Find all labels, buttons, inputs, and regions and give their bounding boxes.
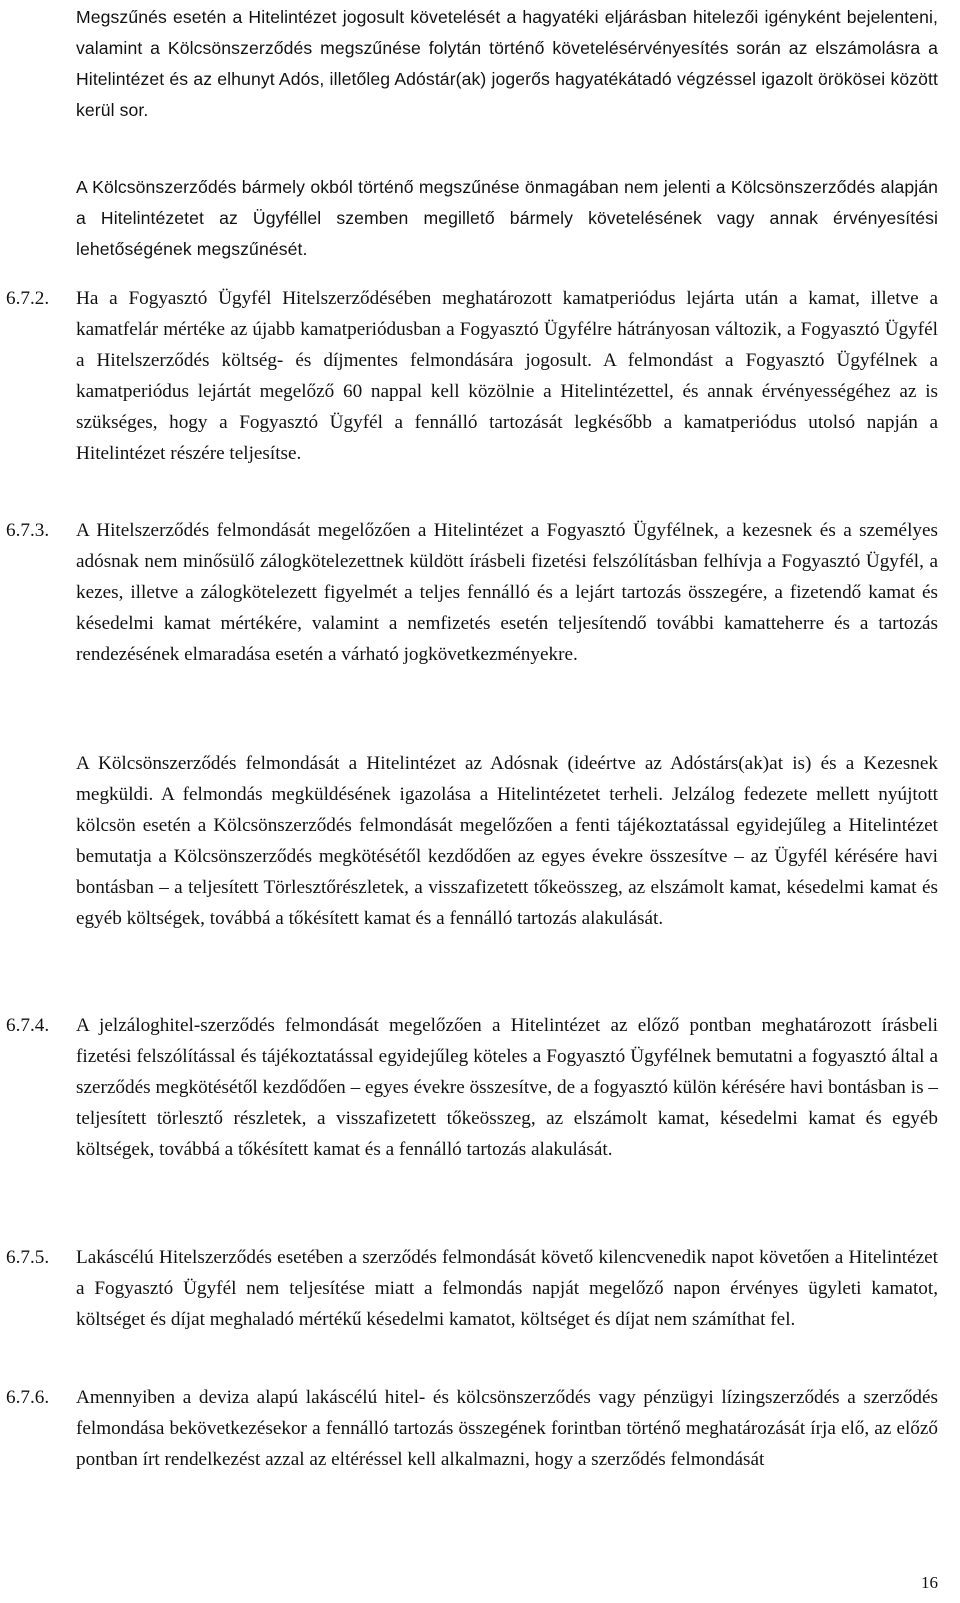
section-number-6-7-5: 6.7.5. (6, 1247, 50, 1268)
section-number-6-7-6: 6.7.6. (6, 1387, 50, 1408)
section-6-7-3-paragraph-1: A Hitelszerződés felmondását megelőzően a Hitelintézet a Fogyasztó Ügyfélnek, a kezesnek és a személyes adósnak nem minősülő zálogkötelezettnek küldött írásbeli fizetési felszólításban felhívja a Fogyasztó Ügyfél, a kezes, illetve a zálogkötelezett figyelmét a teljes fennálló és a lejárt tartozás összegére, a fizetendő kamat és késedelmi kamat mértékére, valamint a nemfizetés esetén teljesítendő további kamatteherre és a tartozás rendezésének elmaradása esetén a várható jogkövetkezményekre. (76, 520, 938, 665)
section-number-6-7-4: 6.7.4. (6, 1015, 50, 1036)
section-number-6-7-2: 6.7.2. (6, 288, 50, 309)
intro-paragraph-2: A Kölcsönszerződés bármely okból történő megszűnése önmagában nem jelenti a Kölcsönszerződés alapján a Hitelintézetet az Ügyféllel szemben megillető bármely követelésének vagy annak érvényesítési lehetőségének megszűnését. (76, 177, 938, 259)
section-6-7-5-paragraph: Lakáscélú Hitelszerződés esetében a szerződés felmondását követő kilencvenedik napot követően a Hitelintézet a Fogyasztó Ügyfél nem teljesítése miatt a felmondás napját megelőző napon érvényes ügyleti kamatot, költséget és díjat meghaladó mértékű késedelmi kamatot, költséget és díjat nem számíthat fel. (76, 1247, 938, 1330)
intro-paragraph-1: Megszűnés esetén a Hitelintézet jogosult követelését a hagyatéki eljárásban hitelezői igényként bejelenteni, valamint a Kölcsönszerződés megszűnése folytán történő követelésérvényesítés során az elszámolásra a Hitelintézet és az elhunyt Adós, illetőleg Adóstár(ak) jogerős hagyatékátadó végzéssel igazolt örökösei között kerül sor. (76, 7, 938, 120)
page-number: 16 (921, 1573, 938, 1592)
section-6-7-4-paragraph: A jelzáloghitel-szerződés felmondását megelőzően a Hitelintézet az előző pontban meghatározott írásbeli fizetési felszólítással és tájékoztatással egyidejűleg köteles a Fogyasztó Ügyfélnek bemutatni a fogyasztó által a szerződés megkötésétől kezdődően – egyes évekre összesítve, de a fogyasztó külön kérésére havi bontásban is – teljesített törlesztő részletek, a visszafizetett tőkeösszeg, az elszámolt kamat, késedelmi kamat és egyéb költségek, továbbá a tőkésített kamat és a fennálló tartozás alakulását. (76, 1015, 938, 1160)
section-6-7-3-paragraph-2: A Kölcsönszerződés felmondását a Hitelintézet az Adósnak (ideértve az Adóstárs(ak)at is) és a Kezesnek megküldi. A felmondás megküldésének igazolása a Hitelintézetet terheli. Jelzálog fedezete mellett nyújtott kölcsön esetén a Kölcsönszerződés felmondását megelőzően a fenti tájékoztatással egyidejűleg a Hitelintézet bemutatja a Kölcsönszerződés megkötésétől kezdődően az egyes évekre összesítve – az Ügyfél kérésére havi bontásban – a teljesített Törlesztőrészletek, a visszafizetett tőkeösszeg, az elszámolt kamat, késedelmi kamat és egyéb költségek, továbbá a tőkésített kamat és a fennálló tartozás alakulását. (76, 753, 938, 929)
section-6-7-2-paragraph: Ha a Fogyasztó Ügyfél Hitelszerződésében meghatározott kamatperiódus lejárta után a kamat, illetve a kamatfelár mértéke az újabb kamatperiódusban a Fogyasztó Ügyfélre hátrányosan változik, a Fogyasztó Ügyfél a Hitelszerződés költség- és díjmentes felmondására jogosult. A felmondást a Fogyasztó Ügyfélnek a kamatperiódus lejártát megelőző 60 nappal kell közölnie a Hitelintézettel, és annak érvényességéhez az is szükséges, hogy a Fogyasztó Ügyfél a fennálló tartozását legkésőbb a kamatperiódus utolsó napján a Hitelintézet részére teljesítse. (76, 288, 938, 464)
section-6-7-6-paragraph: Amennyiben a deviza alapú lakáscélú hitel- és kölcsönszerződés vagy pénzügyi lízingszerződés a szerződés felmondása bekövetkezésekor a fennálló tartozás összegének forintban történő meghatározását írja elő, az előző pontban írt rendelkezést azzal az eltéréssel kell alkalmazni, hogy a szerződés felmondását (76, 1387, 938, 1470)
section-number-6-7-3: 6.7.3. (6, 520, 50, 541)
